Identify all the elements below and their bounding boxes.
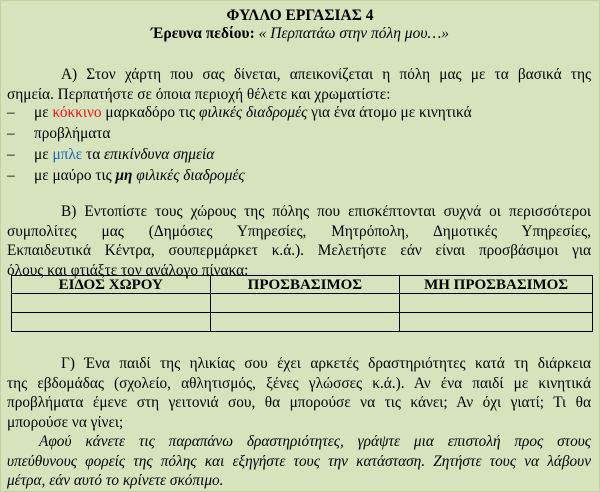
section-c-line-2: της εβδομάδας (σχολείο, αθλητισμός, ξένες γλώσσες κ.ά.). Αν ένα παιδί με κινητικά <box>7 374 591 392</box>
section-c-line-3: προβλήματα έμενε στη γειτονιά σου, θα μπορούσε να τις κάνει; Αν όχι γιατί; Τι θα <box>7 394 591 411</box>
list-item <box>7 144 591 165</box>
section-c-instruction <box>7 432 591 491</box>
page-title: ΦΥΛΛΟ ΕΡΓΑΣΙΑΣ 4 <box>226 7 374 24</box>
section-a-intro <box>7 65 591 104</box>
section-b-line-2: συμπολίτες μας (Δημόσιες Υπηρεσίες, Μητρόπολη, Δημοτικές Υπηρεσίες, <box>7 222 591 240</box>
section-b-text <box>7 202 591 280</box>
list-italic-text: φιλικές διαδρομές <box>198 104 308 121</box>
column-header-accessible: ΠΡΟΣΒΑΣΙΜΟΣ <box>210 276 400 294</box>
list-text: τις <box>91 167 116 184</box>
page-subtitle <box>1 25 599 42</box>
list-text: με <box>34 104 53 121</box>
accessibility-table <box>11 275 593 332</box>
list-text: προβλήματα <box>34 125 111 142</box>
list-italic-text: επικίνδυνα σημεία <box>104 146 215 163</box>
section-a-line-2: σημεία. Περπατήστε σε όποια περιοχή θέλετε και χρωματίστε: <box>7 85 391 103</box>
instruction-line-1: Αφού κάνετε τις παραπάνω δραστηριότητες, γράψτε μια επιστολή προς στους <box>39 433 591 450</box>
list-text: μαρκαδόρο τις <box>101 104 199 121</box>
column-header-not-accessible: ΜΗ ΠΡΟΣΒΑΣΙΜΟΣ <box>400 276 593 294</box>
table-cell <box>400 294 593 313</box>
list-text: με <box>34 146 53 163</box>
section-b-line-4: όλους και φτιάξτε τον ανάλογο πίνακα: <box>7 261 249 279</box>
list-dash: – <box>7 167 15 184</box>
list-italic-text: φιλικές διαδρομές <box>132 167 245 184</box>
section-a-line-1: Α) Στον χάρτη που σας δίνεται, απεικονίζεται η πόλη μας με τα βασικά της <box>61 66 591 83</box>
instruction-line-2: υπεύθυνους φορείς της πόλης και εξηγήστε τους την κατάσταση. Ζητήστε τους να λάβουν <box>7 452 591 470</box>
list-item <box>7 165 591 186</box>
section-a-list <box>7 102 591 186</box>
subtitle-quote: « Περπατάω στην πόλη μου…» <box>258 25 449 42</box>
list-item <box>7 102 591 123</box>
section-c-line-4: μπορούσε να γίνει; <box>7 413 124 431</box>
list-text: για ένα άτομο με κινητικά <box>307 104 472 121</box>
black-color-word: μαύρο <box>52 167 92 184</box>
section-c-text <box>7 354 591 432</box>
table-cell <box>12 313 211 332</box>
list-item <box>7 123 591 144</box>
list-dash: – <box>7 146 15 163</box>
table-cell <box>210 313 400 332</box>
subtitle-label: Έρευνα πεδίου: <box>151 25 255 42</box>
list-dash: – <box>7 104 15 121</box>
table-cell <box>400 313 593 332</box>
list-dash: – <box>7 125 15 142</box>
table-cell <box>210 294 400 313</box>
section-c-line-1: Γ) Ένα παιδί της ηλικίας σου έχει αρκετές δραστηριότητες κατά τη διάρκεια <box>61 355 591 372</box>
list-bold-italic-text: μη <box>115 167 133 184</box>
list-text: τα <box>82 146 105 163</box>
list-text: με <box>34 167 53 184</box>
table-row <box>12 294 593 313</box>
blue-color-word: μπλε <box>52 146 83 163</box>
section-b-line-3: Εκπαιδευτικά Κέντρα, σουπερμάρκετ κ.ά.). Μελετήστε εάν είναι προσβάσιμοι για <box>7 242 591 259</box>
red-color-word: κόκκινο <box>52 104 102 121</box>
section-b-line-1: Β) Εντοπίστε τους χώρους της πόλης που επισκέπτονται συχνά οι περισσότεροι <box>61 203 591 220</box>
table-row <box>12 313 593 332</box>
instruction-line-3: μέτρα, εάν αυτό το κρίνετε σκόπιμο. <box>7 472 224 489</box>
column-header-space-type: ΕΙΔΟΣ ΧΩΡΟΥ <box>12 276 211 294</box>
table-header-row <box>12 276 593 294</box>
table-cell <box>12 294 211 313</box>
